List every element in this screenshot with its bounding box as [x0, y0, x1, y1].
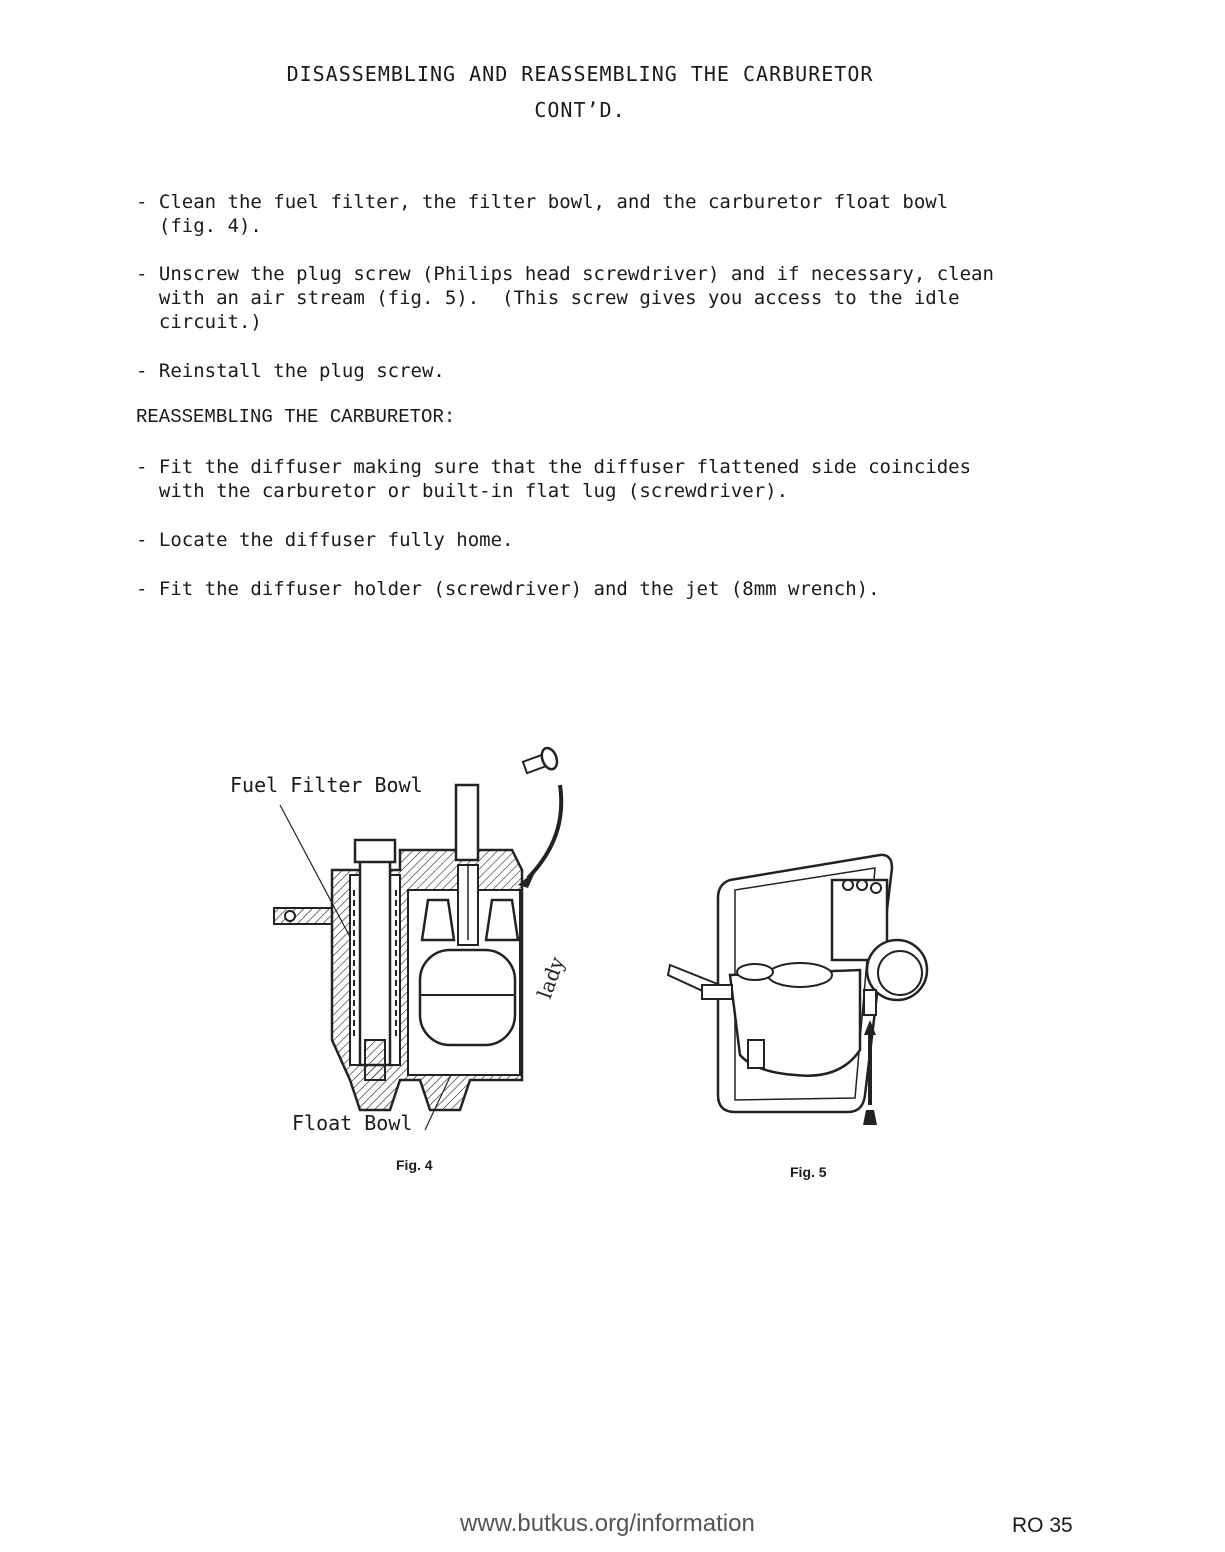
fig5-caption: Fig. 5 [790, 1164, 827, 1180]
page-number: RO 35 [1012, 1514, 1073, 1537]
page-title: DISASSEMBLING AND REASSEMBLING THE CARBURETOR [286, 62, 874, 86]
page-title-continued: CONT’D. [534, 98, 626, 122]
fig4-carburetor-cutaway [260, 740, 580, 1120]
section-heading: REASSEMBLING THE CARBURETOR: [136, 406, 456, 428]
step-fit-diffuser-holder: - Fit the diffuser holder (screwdriver) and the jet (8mm wrench). [136, 578, 880, 600]
step-unscrew-plug: - Unscrew the plug screw (Philips head screwdriver) and if necessary, clean with an air stream (fig. 5). (This screw gives you access to the idle circuit.) [136, 263, 994, 333]
step-reinstall-plug: - Reinstall the plug screw. [136, 360, 445, 382]
step-fit-diffuser: - Fit the diffuser making sure that the diffuser flattened side coincides with the carburetor or built-in flat lug (screwdriver). [136, 456, 972, 502]
footer-url: www.butkus.org/information [460, 1510, 755, 1537]
svg-text:lady: lady [532, 953, 570, 1002]
step-locate-diffuser: - Locate the diffuser fully home. [136, 529, 514, 551]
fig5-carburetor-view [660, 840, 940, 1150]
float-bowl-label: Float Bowl [292, 1111, 413, 1135]
step-clean-filter: - Clean the fuel filter, the filter bowl, and the carburetor float bowl (fig. 4). [136, 191, 949, 237]
fig4-caption: Fig. 4 [396, 1157, 433, 1173]
fuel-filter-bowl-label: Fuel Filter Bowl [230, 773, 423, 797]
